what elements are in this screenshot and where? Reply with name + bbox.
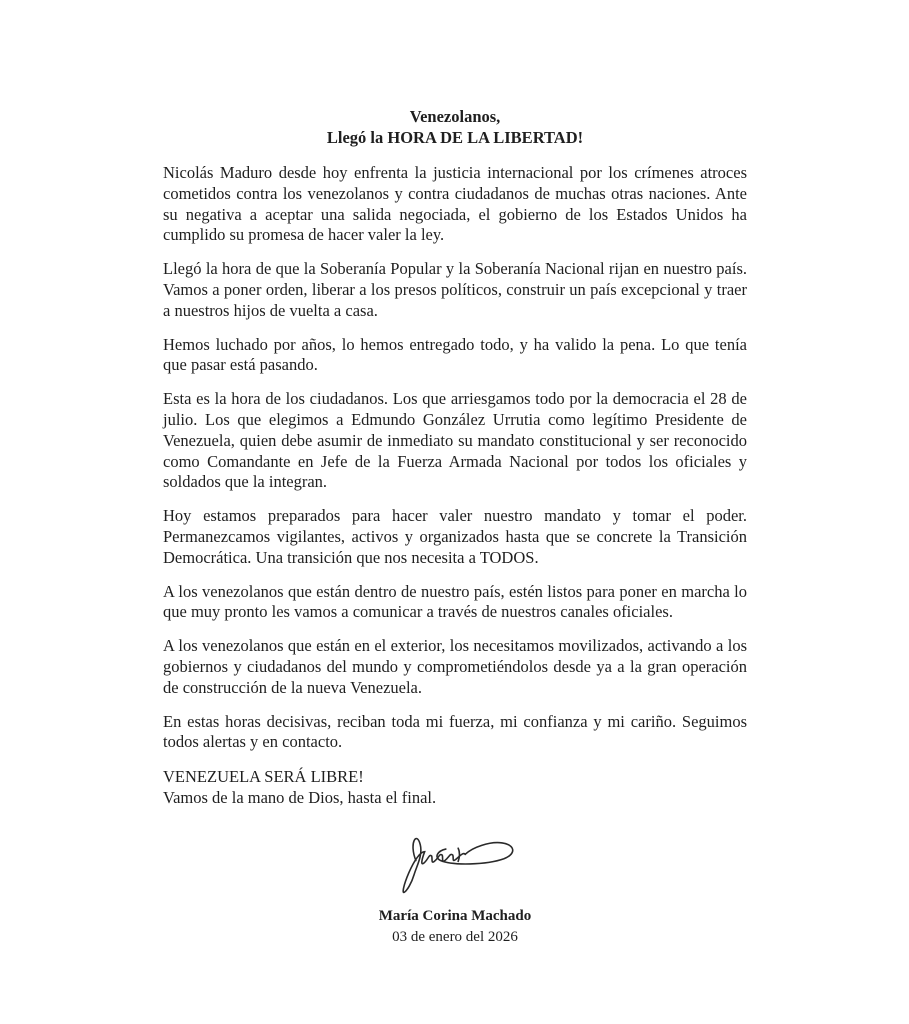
paragraph-5: Hoy estamos preparados para hacer valer nuestro mandato y tomar el poder. Permanezcamos vigilantes, activos y organizados hasta que se concrete la Transición Democrática. Una transición que nos necesita a TODOS. xyxy=(163,506,747,567)
closing-line2: Vamos de la mano de Dios, hasta el final. xyxy=(163,788,437,808)
paragraph-1: Nicolás Maduro desde hoy enfrenta la justicia internacional por los crímenes atroces cometidos contra los venezolanos y contra ciudadanos de muchas otras naciones. Ante su negativa a aceptar una salida negociada, el gobierno de los Estados Unidos ha cumplido su promesa de hacer valer la ley. xyxy=(163,163,747,245)
paragraph-4: Esta es la hora de los ciudadanos. Los que arriesgamos todo por la democracia el 28 de julio. Los que elegimos a Edmundo González Urrutia como legítimo Presidente de Venezuela, quien debe asumir de inmediato su mandato constitucional y ser reconocido como Comandante en Jefe de la Fuerza Armada Nacional por todos los oficiales y soldados que la integran. xyxy=(163,389,747,492)
signer-name: María Corina Machado xyxy=(378,908,532,925)
closing-block xyxy=(163,766,747,808)
paragraph-6: A los venezolanos que están dentro de nuestro país, estén listos para poner en marcha lo que muy pronto les vamos a comunicar a través de nuestros canales oficiales. xyxy=(163,581,747,622)
paragraph-3: Hemos luchado por años, lo hemos entregado todo, y ha valido la pena. Lo que tenía que pasar está pasando. xyxy=(163,334,747,375)
paragraph-8: En estas horas decisivas, reciban toda mi fuerza, mi confianza y mi cariño. Seguimos todos alertas y en contacto. xyxy=(163,711,747,752)
paragraph-7: A los venezolanos que están en el exterior, los necesitamos movilizados, activando a los gobiernos y ciudadanos del mundo y comprometiéndolos desde ya a la gran operación de construcción de la nueva Venezuela. xyxy=(163,636,747,697)
paragraph-2: Llegó la hora de que la Soberanía Popular y la Soberanía Nacional rijan en nuestro país. Vamos a poner orden, liberar a los presos políticos, construir un país excepcional y traer a nuestros hijos de vuelta a casa. xyxy=(163,259,747,320)
letter-title-line2: Llegó la HORA DE LA LIBERTAD! xyxy=(326,128,584,147)
signature-area xyxy=(163,820,747,946)
letter-content xyxy=(163,106,747,946)
letter-title-line1: Venezolanos, xyxy=(409,107,501,126)
handwritten-signature-icon xyxy=(388,820,523,894)
letter-title xyxy=(163,106,747,148)
letter-date: 03 de enero del 2026 xyxy=(392,929,518,946)
closing-line1: VENEZUELA SERÁ LIBRE! xyxy=(163,767,364,787)
